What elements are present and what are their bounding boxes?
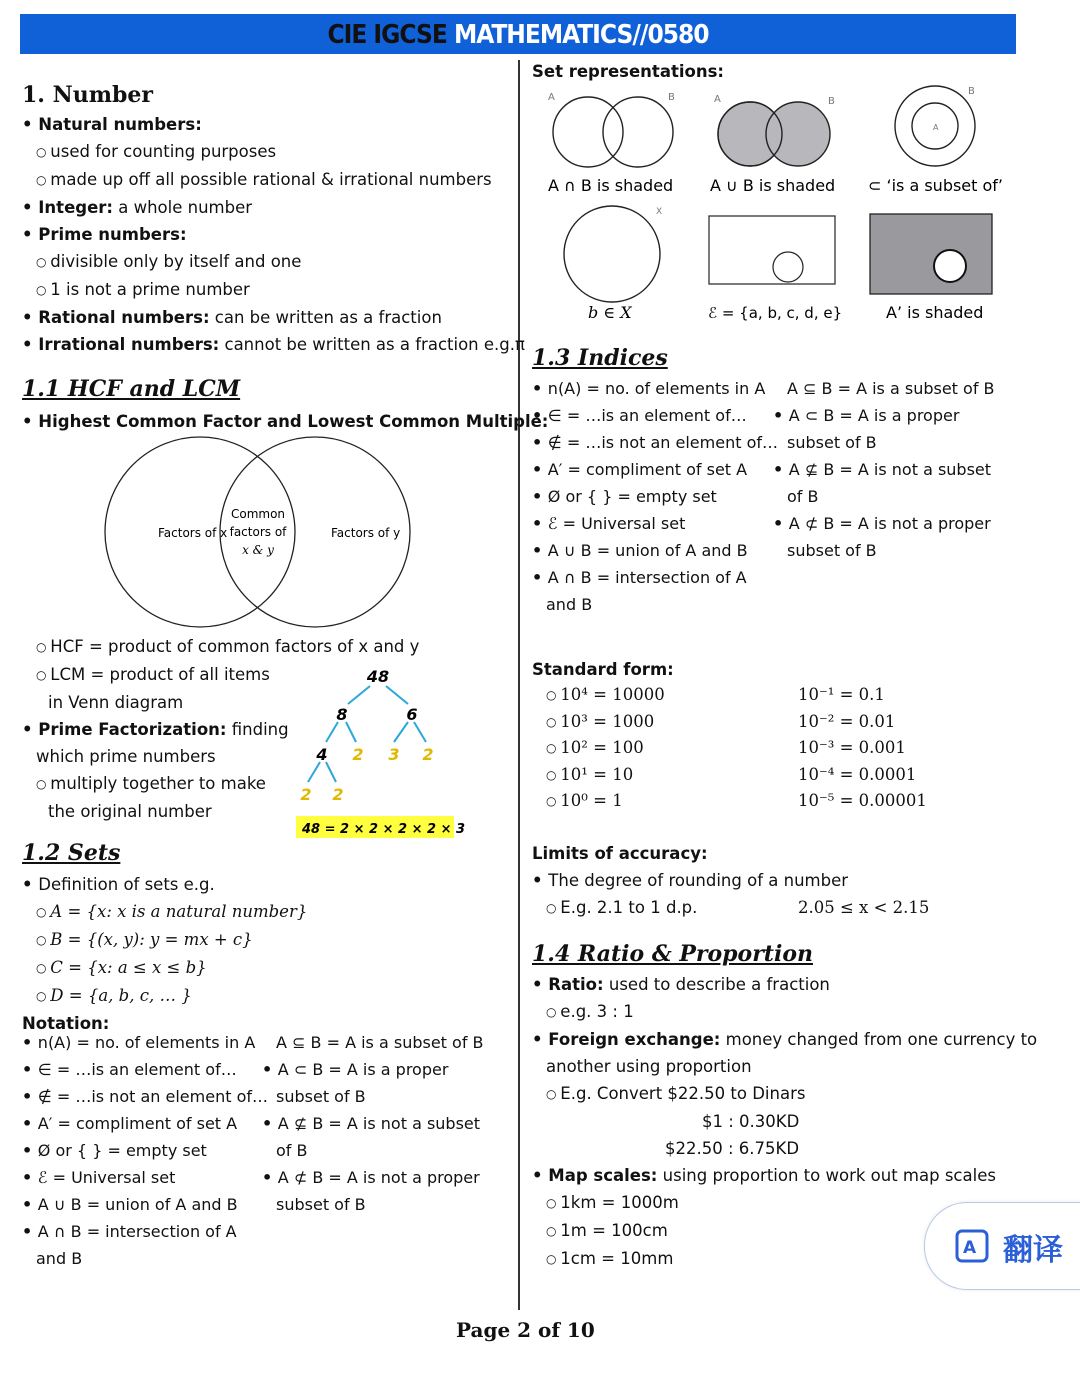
cap-complement: A’ is shaded <box>886 303 984 322</box>
tree-result: 48 = 2 × 2 × 2 × 2 × 3 <box>302 822 466 837</box>
sf-l4: ○ 10⁰ = 1 <box>546 788 665 815</box>
ratio-eg: ○ e.g. 3 : 1 <box>532 998 1032 1026</box>
sf-l0: ○ 10⁴ = 10000 <box>546 682 665 709</box>
lcm-line-2: in Venn diagram <box>48 693 184 712</box>
notation-left-b: A ⊆ B = A is a subset of B • A ⊂ B = A is a proper subset of B • A ⊈ B = A is not a subset of B • A ⊄ B = A is not a proper subset of B <box>262 1029 512 1218</box>
svg-text:A: A <box>963 1238 977 1258</box>
set-representations <box>530 84 1020 329</box>
section-number-title: 1. Number <box>22 82 153 108</box>
svg-text:B: B <box>668 92 675 103</box>
prime-label: Prime numbers: <box>38 225 187 244</box>
svg-text:X: X <box>656 207 663 217</box>
natural-label: Natural numbers: <box>38 115 202 134</box>
sf-l1: ○ 10³ = 1000 <box>546 709 665 736</box>
limits-l2: ○ E.g. 2.1 to 1 d.p. <box>532 894 1012 922</box>
pf-label: Prime Factorization: <box>38 720 227 739</box>
fx-r2: $22.50 : 6.75KD <box>665 1139 800 1158</box>
pf-text-2: which prime numbers <box>36 747 216 766</box>
hcf-venn-diagram <box>100 434 420 634</box>
hcf-title: 1.1 HCF and LCM <box>22 376 241 402</box>
venn-left-label: Factors of x <box>158 526 228 540</box>
venn-element <box>564 206 662 302</box>
fx-text2: another using proportion <box>546 1057 752 1076</box>
set-a: ○ A = {x: x is a natural number} <box>22 898 512 926</box>
svg-text:B: B <box>968 86 975 97</box>
header-title-a: CIE IGCSE <box>327 20 447 50</box>
venn-mid-2: factors of <box>229 525 287 539</box>
sf-r2: 10⁻³ = 0.001 <box>798 738 906 757</box>
left-column <box>22 82 525 358</box>
venn-mid-3: x & y <box>242 543 274 557</box>
tree-p2b: 2 <box>422 745 434 764</box>
set-c: ○ C = {x: a ≤ x ≤ b} <box>22 954 512 982</box>
tree-p2a: 2 <box>352 745 364 764</box>
fx-eg: ○ E.g. Convert $22.50 to Dinars <box>532 1080 1032 1108</box>
set-b: ○ B = {(x, y): y = mx + c} <box>22 926 512 954</box>
factor-tree <box>290 660 470 845</box>
fx-label: Foreign exchange: <box>548 1030 721 1049</box>
tree-root: 48 <box>366 667 390 686</box>
tree-p2c: 2 <box>300 785 312 804</box>
pf-sub-2: the original number <box>48 802 212 821</box>
map-label: Map scales: <box>548 1166 658 1185</box>
fx-r1: $1 : 0.30KD <box>702 1112 800 1131</box>
sets-title: 1.2 Sets <box>22 840 121 866</box>
venn-right-label: Factors of y <box>331 526 401 540</box>
svg-text:A: A <box>933 123 939 132</box>
irrational-label: Irrational numbers: <box>38 335 220 354</box>
sf-r4: 10⁻⁵ = 0.00001 <box>798 791 927 810</box>
integer-label: Integer: <box>38 198 113 217</box>
sets-def: • Definition of sets e.g. <box>22 871 512 898</box>
cap-element: b ∈ X <box>588 303 632 322</box>
standard-title: Standard form: <box>532 660 674 679</box>
tree-p2d: 2 <box>332 785 344 804</box>
prime-1: ○ divisible only by itself and one <box>22 248 512 276</box>
pf-sub-1: ○ multiply together to make <box>22 770 322 798</box>
indices-title: 1.3 Indices <box>532 345 668 371</box>
sf-l3: ○ 10¹ = 10 <box>546 762 665 789</box>
notation-title: Notation: <box>22 1014 110 1033</box>
ratio-title: 1.4 Ratio & Proportion <box>532 941 813 967</box>
sf-l2: ○ 10² = 100 <box>546 735 665 762</box>
map-3: ○ 1cm = 10mm <box>532 1245 1032 1273</box>
map-2: ○ 1m = 100cm <box>532 1217 1032 1245</box>
integer-text: a whole number <box>118 198 253 217</box>
irrational-text: cannot be written as a fraction e.g.π <box>224 335 525 354</box>
cap-intersection: A ∩ B is shaded <box>548 176 674 195</box>
translate-icon <box>955 1229 991 1265</box>
column-divider <box>518 60 520 1310</box>
venn-intersection <box>548 92 675 167</box>
header-title-b: MATHEMATICS//0580 <box>453 20 709 50</box>
lcm-line-1: ○ LCM = product of all items <box>22 661 322 689</box>
svg-text:B: B <box>828 96 835 107</box>
standard-right <box>798 682 927 815</box>
set-d: ○ D = {a, b, c, … } <box>22 982 512 1010</box>
notation-right-b: A ⊆ B = A is a subset of B • A ⊂ B = A is a proper subset of B • A ⊈ B = A is not a subset of B • A ⊄ B = A is not a proper subset of B <box>773 375 1023 564</box>
limits-l1: • The degree of rounding of a number <box>532 867 1012 894</box>
limits-l2r: 2.05 ≤ x < 2.15 <box>798 898 930 917</box>
sf-r0: 10⁻¹ = 0.1 <box>798 685 885 704</box>
notation-left-a: • n(A) = no. of elements in A • ∈ = …is an element of… • ∉ = …is not an element of… • A′ = compliment of set A • Ø or { } = empty set • ℰ = Universal set • A ∪ B = union of A and B • A ∩ B = intersection of A and B <box>22 1029 267 1272</box>
sf-r3: 10⁻⁴ = 0.0001 <box>798 764 917 784</box>
pf-text-1: finding <box>231 720 289 739</box>
venn-universal <box>709 216 835 284</box>
limits-block <box>532 840 1012 922</box>
prime-2: ○ 1 is not a prime number <box>22 276 512 304</box>
svg-text:A: A <box>548 92 555 103</box>
page-header <box>20 14 1016 54</box>
cap-subset: ⊂ ‘is a subset of’ <box>868 176 1004 195</box>
rational-label: Rational numbers: <box>38 308 210 327</box>
natural-2: ○ made up off all possible rational & irrational numbers <box>22 166 512 194</box>
hcf-intro: • Highest Common Factor and Lowest Common Multiple: <box>22 408 548 435</box>
cap-union: A ∪ B is shaded <box>710 176 836 195</box>
ratio-label: Ratio: <box>548 975 604 994</box>
map-text: using proportion to work out map scales <box>662 1166 996 1185</box>
tree-n4: 4 <box>316 745 328 764</box>
translate-label: 翻译 <box>1003 1233 1063 1268</box>
tree-n8: 8 <box>336 705 348 724</box>
venn-mid-1: Common <box>230 507 286 521</box>
natural-1: ○ used for counting purposes <box>22 138 512 166</box>
standard-left <box>546 682 665 815</box>
ratio-text: used to describe a fraction <box>608 975 830 994</box>
venn-complement <box>870 214 992 294</box>
map-1: ○ 1km = 1000m <box>532 1189 1032 1217</box>
limits-title: Limits of accuracy: <box>532 844 708 863</box>
notation-right-a: • n(A) = no. of elements in A • ∈ = …is an element of… • ∉ = …is not an element of… • A′ = compliment of set A • Ø or { } = empty set • ℰ = Universal set • A ∪ B = union of A and B • A ∩ B = intersection of A and B <box>532 375 782 618</box>
tree-p3: 3 <box>388 745 400 764</box>
hcf-line: ○ HCF = product of common factors of x and y <box>22 633 322 661</box>
setrep-title: Set representations: <box>532 62 724 81</box>
page-footer: Page 2 of 10 <box>456 1318 595 1342</box>
rational-text: can be written as a fraction <box>214 308 442 327</box>
fx-text: money changed from one currency to <box>725 1030 1038 1049</box>
sf-r1: 10⁻² = 0.01 <box>798 711 896 731</box>
tree-n6: 6 <box>406 705 418 724</box>
svg-text:A: A <box>714 94 721 105</box>
venn-subset <box>895 86 975 166</box>
translate-button[interactable] <box>924 1202 1080 1290</box>
venn-union <box>714 94 835 166</box>
cap-universal: ℰ = {a, b, c, d, e} <box>708 304 843 322</box>
